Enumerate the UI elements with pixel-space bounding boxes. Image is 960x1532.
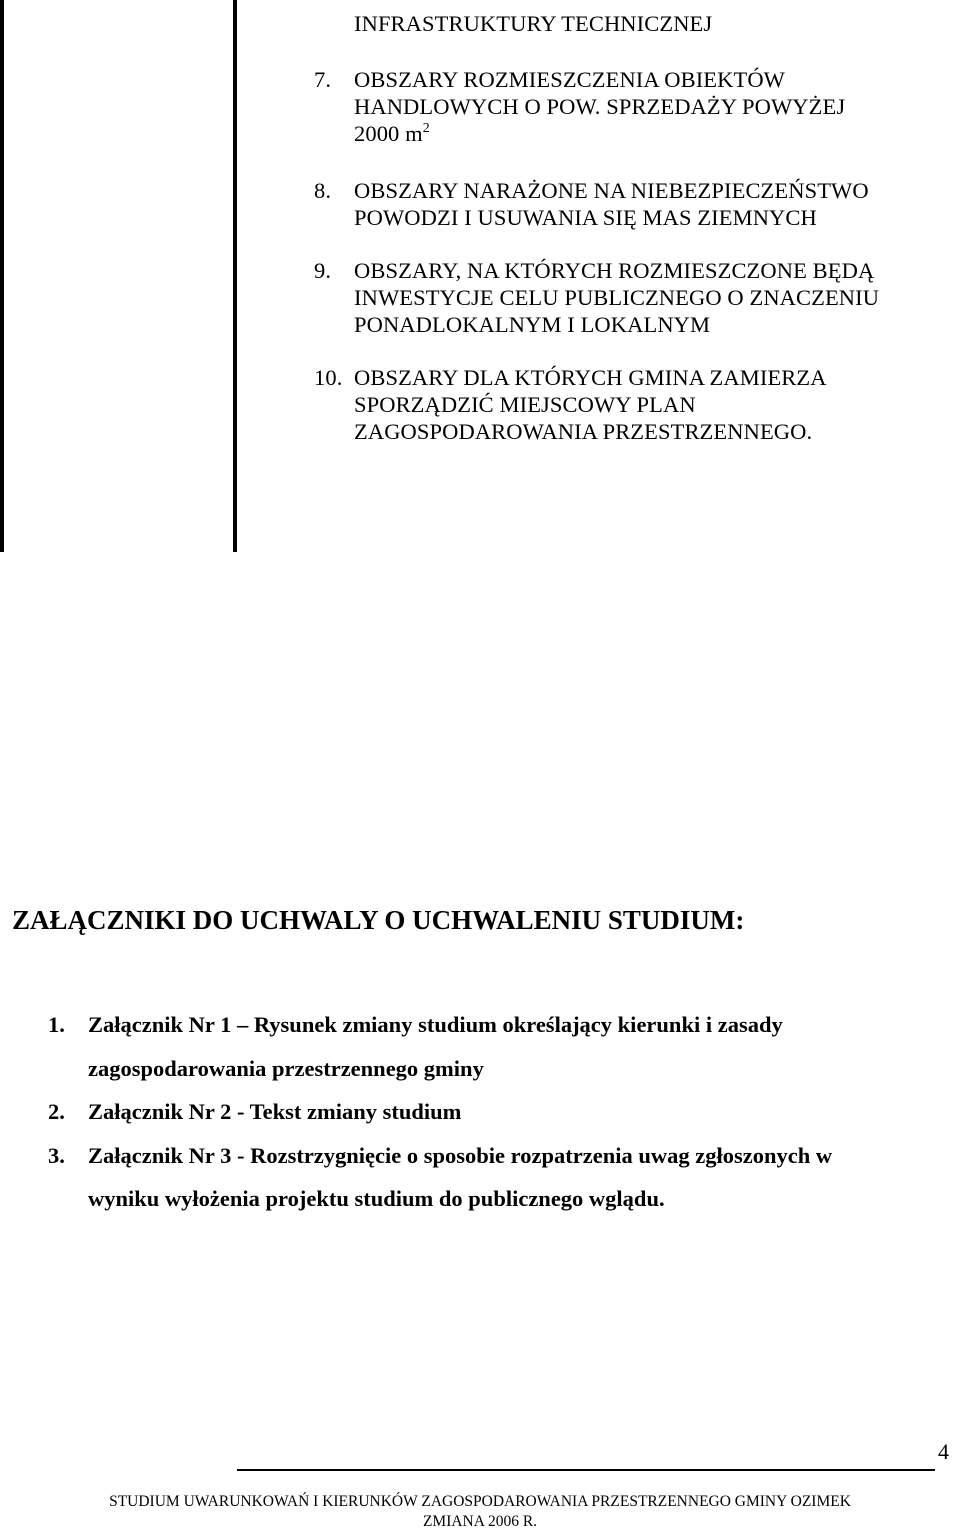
attachment-item [48,1090,928,1134]
item-line: Załącznik Nr 2 - Tekst zmiany studium [88,1099,462,1124]
item-line: OBSZARY, NA KTÓRYCH ROZMIESZCZONE BĘDĄ [354,258,875,283]
list-item [314,257,954,338]
item-line: SPORZĄDZIĆ MIEJSCOWY PLAN [354,392,696,417]
page-number: 4 [938,1439,949,1464]
attachment-item [48,1134,928,1221]
continuation-line: INFRASTRUKTURY TECHNICZNEJ [354,11,713,36]
table-border-left [0,0,4,552]
item-line: PONADLOKALNYM I LOKALNYM [354,312,711,337]
item-line: OBSZARY DLA KTÓRYCH GMINA ZAMIERZA [354,365,827,390]
item-text [88,1003,928,1090]
item-line: zagospodarowania przestrzennego gminy [88,1055,484,1081]
list-item [314,177,954,231]
item-number: 3. [48,1142,65,1168]
item-text [354,66,954,151]
list-item [314,66,954,151]
footer-line: ZMIANA 2006 R. [422,1513,538,1530]
item-line: INWESTYCJE CELU PUBLICZNEGO O ZNACZENIU [354,285,880,310]
footer-line: STUDIUM UWARUNKOWAŃ I KIERUNKÓW ZAGOSPODAROWANIA PRZESTRZENNEGO GMINY OZIMEK [109,1493,851,1510]
attachment-item [48,1003,928,1090]
item-line: HANDLOWYCH O POW. SPRZEDAŻY POWYŻEJ [354,94,846,119]
item-text [88,1134,928,1221]
item-line [354,120,954,151]
item-text [354,364,954,445]
item-number: 9. [314,258,332,283]
item-number: 7. [314,67,332,92]
item-line: Załącznik Nr 3 - Rozstrzygnięcie o sposobie rozpatrzenia uwag zgłoszonych w [88,1142,833,1168]
item-number: 2. [48,1099,65,1124]
item-line-text: 2000 m [354,121,423,146]
item-line: POWODZI I USUWANIA SIĘ MAS ZIEMNYCH [354,205,817,230]
item-number: 1. [48,1012,65,1037]
footer-divider [237,1469,935,1471]
item-number: 10. [314,365,343,390]
attachments-list [48,1003,928,1221]
item-line: OBSZARY NARAŻONE NA NIEBEZPIECZEŃSTWO [354,178,869,203]
item-text [354,257,954,338]
section-heading: ZAŁĄCZNIKI DO UCHWALY O UCHWALENIU STUDIUM: [12,905,745,935]
item-line: ZAGOSPODAROWANIA PRZESTRZENNEGO. [354,419,813,444]
item-line: wyniku wyłożenia projektu studium do publicznego wglądu. [88,1186,665,1211]
item-text [88,1090,928,1134]
list-item [314,364,954,445]
item-text [354,177,954,231]
item-line: OBSZARY ROZMIESZCZENIA OBIEKTÓW [354,67,786,92]
item-number: 8. [314,178,332,203]
page-footer [0,1492,960,1532]
item-line: Załącznik Nr 1 – Rysunek zmiany studium określający kierunki i zasady [88,1012,783,1037]
legend-list [314,10,954,471]
table-border-right [233,0,237,552]
superscript: 2 [422,121,430,136]
